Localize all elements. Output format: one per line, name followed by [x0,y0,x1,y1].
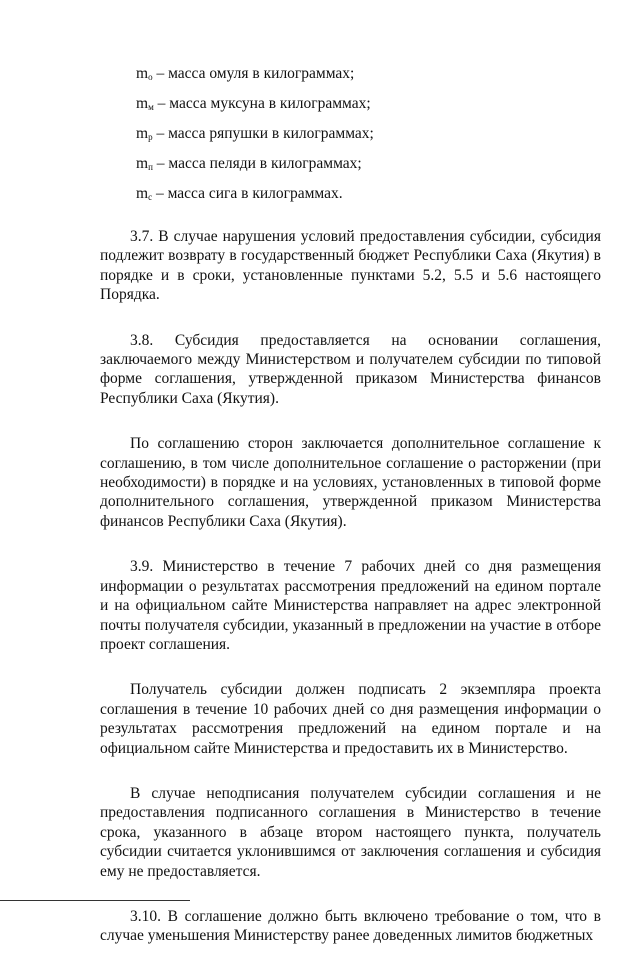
variable-subscript: п [148,162,153,172]
paragraph-3-10: 3.10. В соглашение должно быть включено требование о том, что в случае уменьшения Министерству ранее доведенных лимитов бюджетных [100,907,601,945]
variable-subscript: о [148,72,153,82]
definition-text: – масса сига в килограммах. [152,185,343,202]
definition-line [136,64,556,84]
definition-text: – масса муксуна в килограммах; [153,95,371,112]
paragraph-non-signing: В случае неподписания получателем субсидии соглашения и не предоставления подписанного соглашения в Министерство в течение срока, указанного в абзаце втором настоящего пункта, получатель субсидии считается уклонившимся от заключения соглашения и субсидия ему не предоставляется. [100,784,601,880]
definition-line [136,154,556,174]
variable-definitions [136,64,556,214]
variable-symbol: m [136,65,149,82]
definition-line [136,94,556,114]
definition-text: – масса ряпушки в килограммах; [152,125,374,142]
page-bottom-rule [0,900,190,901]
variable-symbol: m [136,95,149,112]
variable-subscript: м [148,102,154,112]
variable-subscript: р [148,132,153,142]
document-body [100,227,601,972]
variable-subscript: с [148,192,153,202]
paragraph-3-7: 3.7. В случае нарушения условий предоставления субсидии, субсидия подлежит возврату в государственный бюджет Республики Саха (Якутия) в порядке и в сроки, установленные пунктами 5.2, 5.5 и 5.6 настоящего Порядка. [100,228,601,304]
paragraph-additional-agreement: По соглашению сторон заключается дополнительное соглашение к соглашению, в том числе дополнительное соглашение о расторжении (при необходимости) в порядке и на условиях, установленных в типовой форме дополнительного соглашения, утвержденной приказом Министерства финансов Республики Саха (Якутия). [100,435,601,530]
paragraph-3-9: 3.9. Министерство в течение 7 рабочих дней со дня размещения информации о результатах рассмотрения предложений на едином портале и на официальном сайте Министерства направляет на адрес электронной почты получателя субсидии, указанный в предложении на участие в отборе проект соглашения. [100,558,601,653]
definition-text: – масса пеляди в килограммах; [152,155,362,172]
definition-line [136,184,556,204]
definition-line [136,124,556,144]
variable-symbol: m [136,155,149,172]
variable-symbol: m [136,185,149,202]
variable-symbol: m [136,125,149,142]
definition-text: – масса омуля в килограммах; [152,65,355,82]
paragraph-signing: Получатель субсидии должен подписать 2 экземпляра проекта соглашения в течение 10 рабочих дней со дня размещения информации о результатах рассмотрения предложений на едином портале и на официальном сайте Министерства и предоставить их в Министерство. [100,681,601,757]
paragraph-3-8: 3.8. Субсидия предоставляется на основании соглашения, заключаемого между Министерством и получателем субсидии по типовой форме соглашения, утвержденной приказом Министерства финансов Республики Саха (Якутия). [100,331,601,407]
